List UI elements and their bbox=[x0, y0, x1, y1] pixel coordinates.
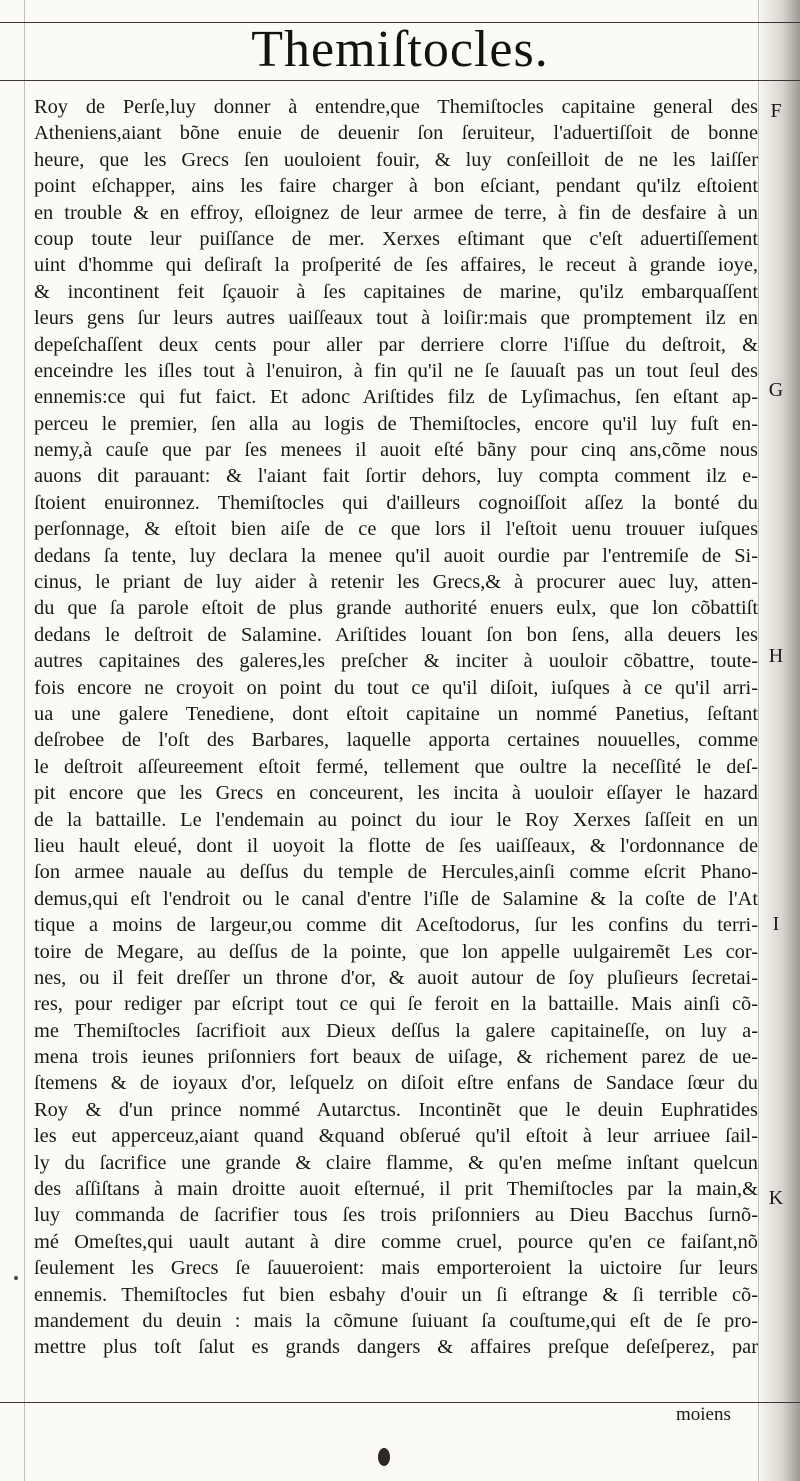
text-line: cinus, le priant de luy aider à retenir les Grecs,& à procurer auec luy, atten- bbox=[34, 571, 758, 594]
text-line: lieu hault eleué, dont il uoyoit la flotte de ſes uaiſſeaux, & l'ordonnance de bbox=[34, 834, 758, 857]
text-line: ſtoient enuironnez. Themiſtocles qui d'ailleurs cognoiſſoit aſſez la bonté du bbox=[34, 491, 758, 514]
text-line: de la battaille. Le l'endemain au poinct du iour le Roy Xerxes ſaſſeit en un bbox=[34, 808, 758, 831]
margin-letter-h: H bbox=[768, 645, 784, 667]
footer-rule bbox=[0, 1402, 800, 1403]
text-line: ly du ſacrifice une grande & claire flamme, & qu'en meſme inſtant quelcun bbox=[34, 1151, 758, 1174]
scan-edge bbox=[760, 0, 800, 1481]
text-line: coup toute leur puiſſance de mer. Xerxes eſtimant que c'eſt aduertiſſement bbox=[34, 227, 758, 250]
text-line: demus,qui eſt l'endroit ou le canal d'entre l'iſle de Salamine & la coſte de l'At bbox=[34, 887, 758, 910]
text-line: auons dit parauant: & l'aiant fait ſortir dehors, luy compta comment ilz e- bbox=[34, 465, 758, 488]
text-line: uint d'homme qui deſiraſt la proſperité de ſes affaires, le receut à grande ioye, bbox=[34, 254, 758, 277]
ink-blot bbox=[378, 1448, 390, 1466]
text-line: ennemis. Themiſtocles fut bien esbahy d'ouir un ſi eſtrange & ſi terrible cõ- bbox=[34, 1283, 758, 1306]
header-rule-bottom bbox=[0, 80, 800, 81]
text-line: en trouble & en effroy, eſloignez de leur armee de terre, à fin de desfaire à un bbox=[34, 201, 758, 224]
text-line: nes, ou il feit dreſſer un throne d'or, & auoit autour de ſoy pluſieurs ſecretai- bbox=[34, 966, 758, 989]
catchword: moiens bbox=[676, 1404, 731, 1425]
text-line: les eut apperceuz,aiant quand &quand obſerué qu'il eſtoit à leur arriuee ſail- bbox=[34, 1125, 758, 1148]
text-line: ua une galere Tenediene, dont eſtoit capitaine un nommé Panetius, ſeſtant bbox=[34, 702, 758, 725]
text-line: luy commanda de ſacrifier tous ſes trois priſonniers au Dieu Bacchus ſurnõ- bbox=[34, 1204, 758, 1227]
text-line: dedans ſa tente, luy declara la menee qu'il auoit ourdie par l'entremiſe de Si- bbox=[34, 544, 758, 567]
text-line: nemy,à cauſe que par ſes menees il auoit eſté bãny pour cinq ans,cõme nous bbox=[34, 439, 758, 462]
margin-letter-g: G bbox=[768, 379, 784, 401]
margin-letter-k: K bbox=[768, 1187, 784, 1209]
text-line: point eſchapper, ains les faire charger à bon eſciant, pendant qu'ilz eſtoient bbox=[34, 175, 758, 198]
text-line: ſtemens & de ioyaux d'or, leſquelz on diſoit eſtre enfans de Sandace ſœur du bbox=[34, 1072, 758, 1095]
text-line: deſrobee de l'oſt des Barbares, laquelle apporta certaines nouuelles, comme bbox=[34, 729, 758, 752]
text-line: des aſſiſtans à main droitte auoit eſternué, il prit Themiſtocles par la main,& bbox=[34, 1178, 758, 1201]
text-line: mé Omeſtes,qui uault autant à dire comme cruel, pource qu'en ce faiſant,nõ bbox=[34, 1230, 758, 1253]
text-line: tique a moins de largeur,ou comme dit Aceſtodorus, ſur les confins du terri- bbox=[34, 914, 758, 937]
text-line: toire de Megare, au deſſus de la pointe, que lon appelle uulgairemẽt Les cor- bbox=[34, 940, 758, 963]
margin-letter-i: I bbox=[772, 913, 780, 935]
text-line: ſon armee nauale au deſſus du temple de Hercules,ainſi comme eſcrit Phano- bbox=[34, 861, 758, 884]
text-line: ennemis:ce qui fut faict. Et adonc Ariſtides filz de Lyſimachus, ſen eſtant ap- bbox=[34, 386, 758, 409]
text-line: dedans le deſtroit de Salamine. Ariſtides louant ſon bon ſens, alla deuers les bbox=[34, 623, 758, 646]
text-line: mandement du deuin : mais la cõmune ſuiuant ſa couſtume,qui eſt de ſe pro- bbox=[34, 1309, 758, 1332]
text-line: ſeulement les Grecs ſe ſauueroient: mais emporteroient la uictoire ſur leurs bbox=[34, 1257, 758, 1280]
text-line: perſonnage, & eſtoit bien aiſe de ce que lors il l'eſtoit uenu trouuer iuſques bbox=[34, 518, 758, 541]
ruled-margin-right bbox=[758, 0, 759, 1481]
text-line: autres capitaines des galeres,les preſcher & inciter à uouloir cõbattre, toute- bbox=[34, 650, 758, 673]
text-line: me Themiſtocles ſacrifioit aux Dieux deſſus la galere capitaineſſe, on luy a- bbox=[34, 1019, 758, 1042]
text-line: mettre plus toſt ſalut es grands dangers & affaires preſque deſeſperez, par bbox=[34, 1336, 758, 1359]
text-line: Roy de Perſe,luy donner à entendre,que Themiſtocles capitaine general des bbox=[34, 96, 758, 118]
text-line: mena trois ieunes priſonniers fort beaux de uiſage, & richement parez de ue- bbox=[34, 1046, 758, 1069]
text-line: le deſtroit aſſeureement eſtoit fermé, tellement que oultre la neceſſité le deſ- bbox=[34, 755, 758, 778]
text-line: depeſchaſſent deux cents pour aller par derriere clorre l'iſſue du deſtroit, & bbox=[34, 333, 758, 356]
ink-speck bbox=[14, 1276, 18, 1280]
text-line: du que ſa parole eſtoit de plus grande authorité enuers eulx, que lon cõbattiſt bbox=[34, 597, 758, 620]
text-line: fois encore ne croyoit on point du tout ce qu'il diſoit, iuſques à ce qu'il arri- bbox=[34, 676, 758, 699]
text-line: leurs gens ſur leurs autres uaiſſeaux tout à loiſir:mais que promptement ilz en bbox=[34, 307, 758, 330]
text-line: pit encore que les Grecs en conceurent, les incita à uouloir eſſayer le hazard bbox=[34, 782, 758, 805]
text-line: res, pour rediger par eſcript tout ce qui ſe feroit en la battaille. Mais ainſi cõ- bbox=[34, 993, 758, 1016]
text-line: Roy & d'un prince nommé Autarctus. Incontinẽt que le deuin Euphratides bbox=[34, 1098, 758, 1121]
text-line: & incontinent feit ſçauoir à ſes capitaines de marine, qu'ilz embarquaſſent bbox=[34, 280, 758, 303]
text-line: perceu le premier, ſen alla au logis de Themiſtocles, encore qu'il luy fuſt en- bbox=[34, 412, 758, 435]
text-line: heure, que les Grecs ſen uouloient fouir, & luy conſeilloit de ne les laiſſer bbox=[34, 148, 758, 171]
body-text bbox=[34, 94, 758, 1361]
ruled-margin-left bbox=[24, 0, 25, 1481]
text-line: enceindre les iſles tout à l'enuiron, à fin qu'il ne ſe ſauuaſt pas un tout ſeul des bbox=[34, 359, 758, 382]
margin-letter-f: F bbox=[770, 100, 782, 122]
running-title: Themiſtocles. bbox=[251, 21, 549, 78]
text-line: Atheniens,aiant bõne enuie de deuenir ſon ſeruiteur, l'aduertiſſoit de bonne bbox=[34, 122, 758, 145]
